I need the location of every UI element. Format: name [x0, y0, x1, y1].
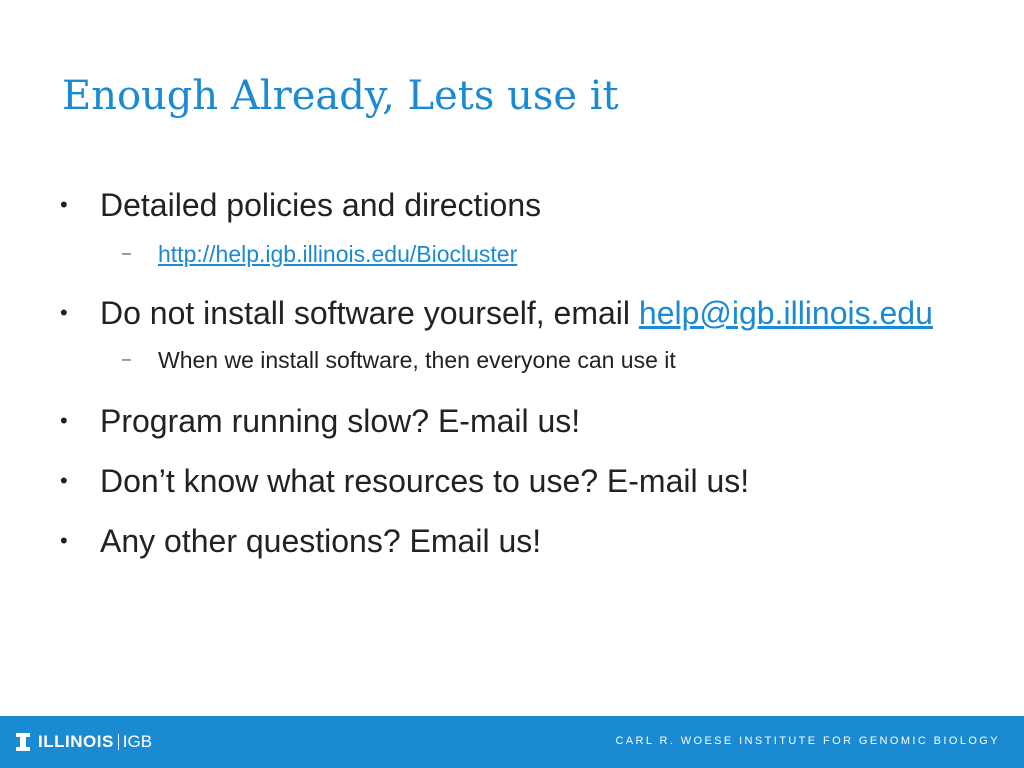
sub-bullet-item: [60, 345, 960, 375]
logo-illinois-text: ILLINOIS: [38, 732, 114, 751]
bullet-glyph: •: [60, 468, 68, 493]
dash-glyph: –: [122, 351, 131, 368]
logo-igb-text: IGB: [122, 732, 153, 751]
footer-bar: [0, 716, 1024, 768]
bullet-item: [60, 521, 960, 561]
bullet-glyph: •: [60, 528, 68, 553]
bullet-glyph: •: [60, 192, 68, 217]
bullet-item: [60, 461, 960, 501]
institute-name: CARL R. WOESE INSTITUTE FOR GENOMIC BIOLOGY: [615, 735, 1000, 747]
bullet-item: [60, 185, 960, 225]
bullet-text: Program running slow? E-mail us!: [100, 403, 581, 439]
sub-bullet-item: [60, 239, 960, 269]
help-email-link[interactable]: help@igb.illinois.edu: [638, 295, 933, 331]
bullet-text: Do not install software yourself, email: [100, 295, 639, 331]
illinois-block-i-icon: [16, 733, 30, 751]
bullet-item: [60, 293, 960, 333]
bullet-list: [60, 185, 960, 561]
bullet-text: Don’t know what resources to use? E-mail us!: [100, 463, 750, 499]
sub-bullet-text: When we install software, then everyone can use it: [158, 347, 676, 373]
dash-glyph: –: [122, 245, 131, 262]
bullet-item: [60, 401, 960, 441]
bullet-glyph: •: [60, 300, 68, 325]
bullet-text: Any other questions? Email us!: [100, 523, 542, 559]
logo-divider: [118, 734, 119, 750]
bullet-text: Detailed policies and directions: [100, 187, 542, 223]
slide-title: Enough Already, Lets use it: [62, 73, 619, 119]
biocluster-help-link[interactable]: http://help.igb.illinois.edu/Biocluster: [158, 241, 518, 267]
bullet-glyph: •: [60, 408, 68, 433]
illinois-igb-logo: [16, 731, 152, 753]
